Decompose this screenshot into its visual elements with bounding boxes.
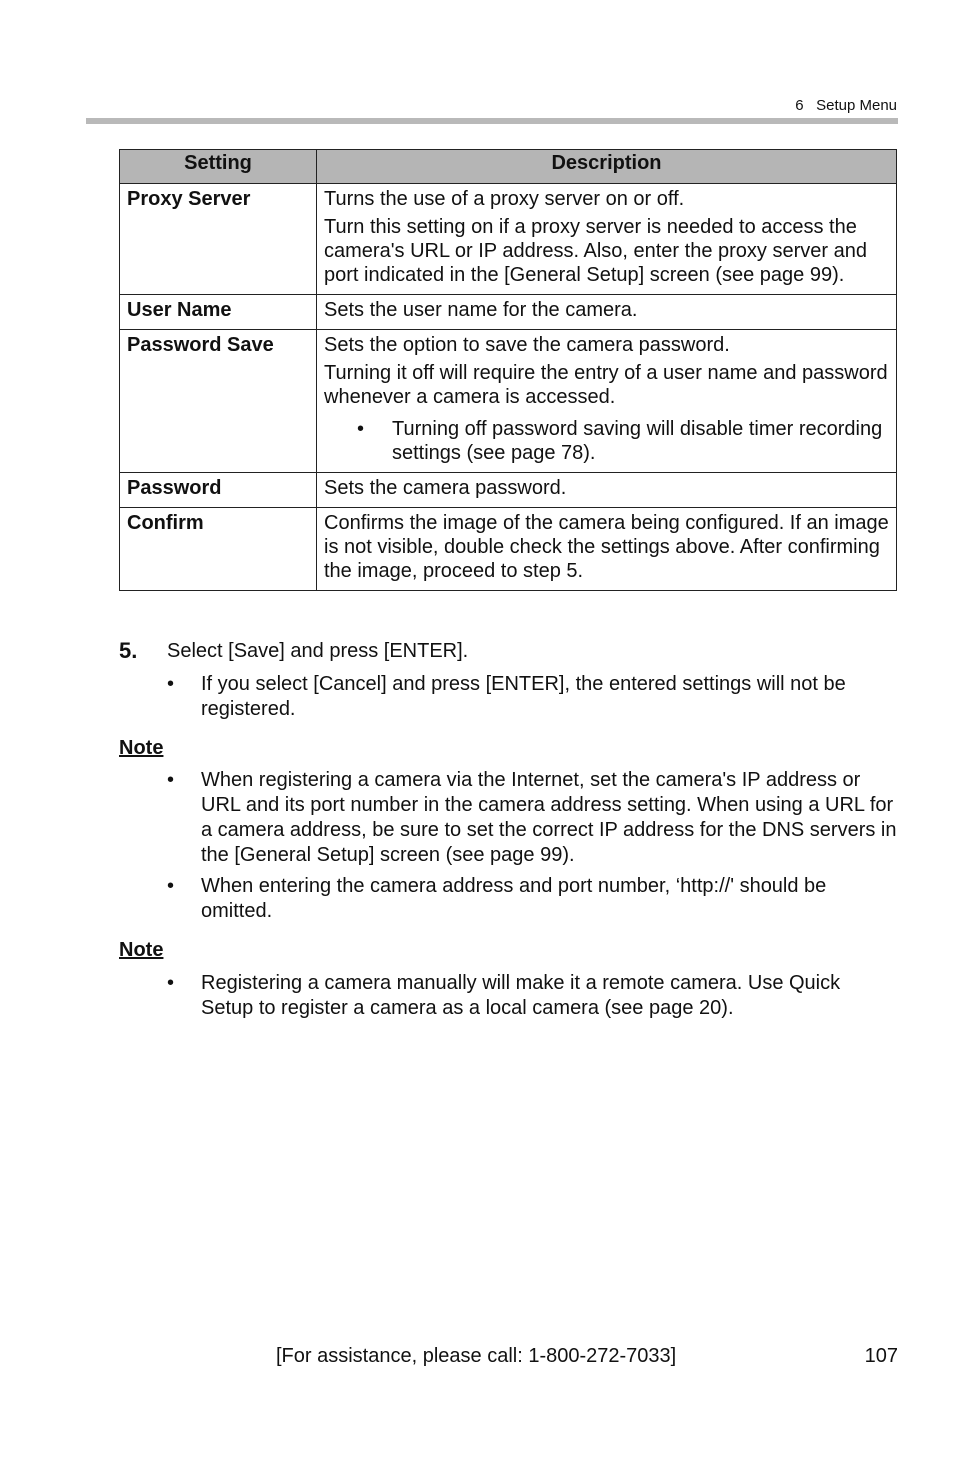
description-paragraph: Confirms the image of the camera being configured. If an image is not visible, double check the settings above. After confirming the image, proceed to step 5.: [324, 512, 889, 582]
description-bullet: [324, 417, 889, 465]
table-row: [120, 473, 897, 508]
assistance-footer: [For assistance, please call: 1-800-272-7033]: [276, 1345, 677, 1367]
description-paragraph: Sets the user name for the camera.: [324, 299, 638, 321]
table-row: [120, 508, 897, 591]
setting-name: Proxy Server: [120, 184, 317, 295]
step-number: 5.: [119, 638, 138, 663]
setting-description: [317, 295, 897, 330]
note-list: [167, 768, 897, 930]
list-item: [167, 768, 897, 868]
description-paragraph: Sets the camera password.: [324, 477, 567, 499]
list-item: [167, 971, 897, 1021]
note-list: [167, 971, 897, 1027]
bullet-icon: •: [167, 673, 175, 695]
description-paragraph: Sets the option to save the camera password.: [324, 334, 730, 356]
description-paragraph: Turn this setting on if a proxy server is needed to access the camera's URL or IP address. Also, enter the proxy server and port indicated in the [General Setup] screen (see page 99).: [324, 216, 867, 286]
description-paragraph: Turning it off will require the entry of a user name and password whenever a camera is accessed.: [324, 362, 888, 408]
step-text: Select [Save] and press [ENTER].: [167, 640, 469, 662]
header-divider: [86, 118, 898, 124]
description-paragraph: Turns the use of a proxy server on or off.: [324, 188, 685, 210]
settings-table: [119, 149, 897, 591]
setting-description: [317, 330, 897, 473]
bullet-text: If you select [Cancel] and press [ENTER], the entered settings will not be registered.: [201, 673, 846, 720]
note-text: Registering a camera manually will make it a remote camera. Use Quick Setup to register a camera as a local camera (see page 20).: [201, 972, 841, 1019]
setting-name: User Name: [120, 295, 317, 330]
note-heading: Note: [119, 737, 164, 759]
bullet-icon: •: [167, 972, 175, 994]
setting-description: [317, 508, 897, 591]
page-number: 107: [864, 1345, 898, 1367]
bullet-text: Turning off password saving will disable timer recording settings (see page 78).: [392, 418, 883, 464]
bullet-icon: •: [167, 769, 175, 791]
setting-name: Password: [120, 473, 317, 508]
column-header-setting: Setting: [120, 150, 317, 184]
setting-name: Confirm: [120, 508, 317, 591]
list-item: [167, 874, 897, 924]
table-row: [120, 330, 897, 473]
bullet-icon: •: [357, 418, 365, 440]
note-text: When registering a camera via the Internet, set the camera's IP address or URL and its port number in the camera address setting. When using a URL for a camera address, be sure to set the correct IP address for the DNS servers in the [General Setup] screen (see page 99).: [201, 769, 897, 866]
table-row: [120, 184, 897, 295]
step-bullet: [167, 672, 897, 722]
setting-name: Password Save: [120, 330, 317, 473]
setting-description: [317, 184, 897, 295]
table-row: [120, 295, 897, 330]
note-heading: Note: [119, 939, 164, 961]
note-text: When entering the camera address and port number, ‘http://' should be omitted.: [201, 875, 827, 922]
table-header-row: [120, 150, 897, 184]
setting-description: [317, 473, 897, 508]
chapter-header: 6 Setup Menu: [795, 97, 897, 114]
column-header-description: Description: [317, 150, 897, 184]
bullet-icon: •: [167, 875, 175, 897]
